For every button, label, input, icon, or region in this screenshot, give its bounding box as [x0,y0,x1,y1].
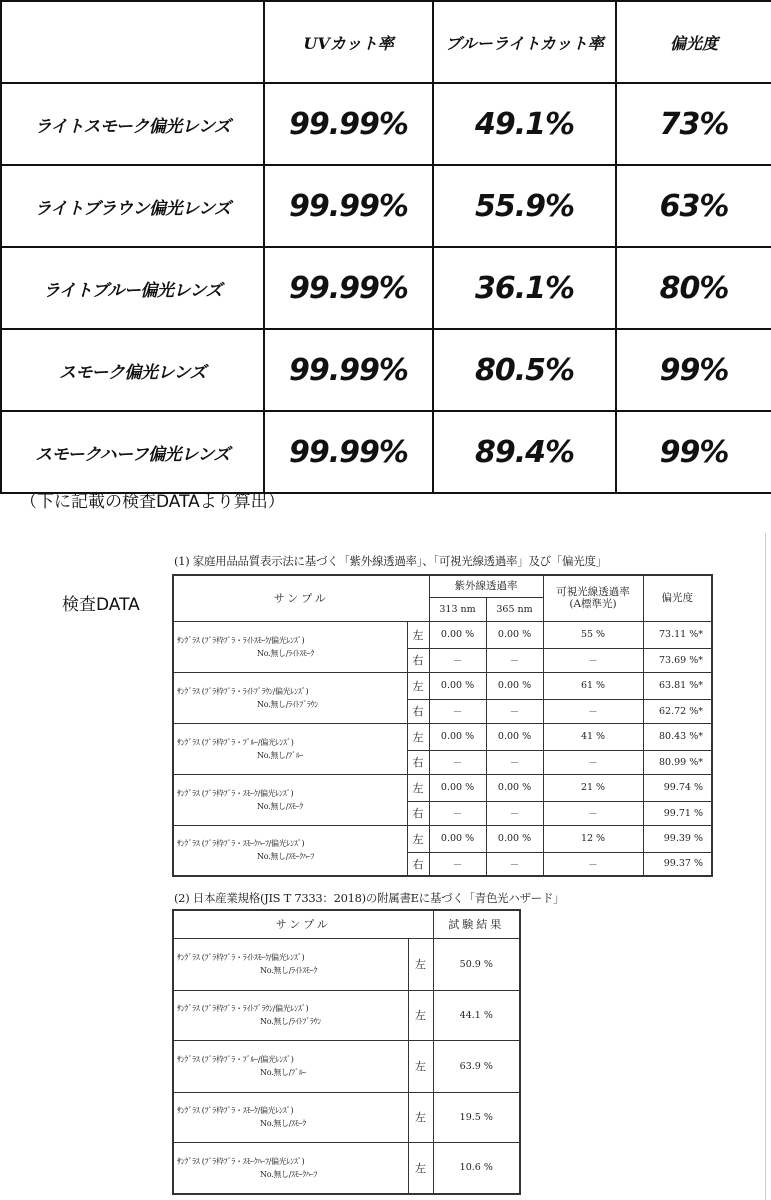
uv365-value: 0.00 % [486,774,543,801]
sample-line1: ｻﾝｸﾞﾗｽ (ﾌﾟﾗ枠ﾌﾟﾗ・ﾗｲﾄｽﾓｰｸ/偏光ﾚﾝｽﾞ) [177,635,305,645]
dash: － [429,801,486,825]
sample-cell [173,825,407,876]
blue-cut-value: 55.9% [433,165,616,247]
table-row [173,1040,520,1092]
uv313-value: 0.00 % [429,621,486,648]
visible-value: 55 % [543,621,643,648]
dash: － [486,750,543,774]
dash: － [429,750,486,774]
inspection-data-label: 検査DATA [62,595,140,615]
side-left: 左 [407,621,429,648]
dash: － [486,699,543,723]
dash: － [429,699,486,723]
sample-cell [173,990,408,1040]
sample-line1: ｻﾝｸﾞﾗｽ (ﾌﾟﾗ枠ﾌﾟﾗ・ﾗｲﾄﾌﾞﾗｳﾝ/偏光ﾚﾝｽﾞ) [177,1004,309,1013]
polarization-left-value: 99.39 % [643,825,712,852]
uv365-value: 0.00 % [486,723,543,750]
uv365-value: 0.00 % [486,672,543,699]
table1-header-365: 365 nm [486,597,543,621]
blue-cut-value: 49.1% [433,83,616,165]
table-row [173,938,520,990]
polarization-right-value: 73.69 %* [643,648,712,672]
table-row [173,774,712,801]
summary-row [1,329,771,411]
polarization-right-value: 99.37 % [643,852,712,876]
table2-header-sample: サンプル [173,910,433,938]
polarization-value: 99% [616,411,771,493]
sample-line1: ｻﾝｸﾞﾗｽ (ﾌﾟﾗ枠ﾌﾟﾗ・ｽﾓｰｸ/偏光ﾚﾝｽﾞ) [177,788,294,798]
table-row [173,672,712,699]
calculation-note: （下に記載の検査DATAより算出） [20,492,285,512]
visible-value: 21 % [543,774,643,801]
side-left: 左 [408,1092,433,1142]
dash: － [486,852,543,876]
polarization-left-value: 99.74 % [643,774,712,801]
sample-line2: No.無し/ｽﾓｰｸﾊｰﾌ [260,1169,318,1179]
table2-caption: (2) 日本産業規格(JIS T 7333：2018)の附属書Eに基づく「青色光ハザード」 [174,891,565,905]
visible-value: 12 % [543,825,643,852]
table2-header-result: 試験結果 [433,910,520,938]
inspection-table-2 [172,909,521,1195]
inspection-table-1 [172,574,713,877]
table-row [173,723,712,750]
side-right: 右 [407,852,429,876]
summary-row [1,83,771,165]
polarization-value: 63% [616,165,771,247]
blue-hazard-value: 19.5 % [433,1092,520,1142]
lens-name: ライトブルー偏光レンズ [1,247,264,329]
polarization-right-value: 80.99 %* [643,750,712,774]
sample-line2: No.無し/ｽﾓｰｸ [257,801,303,811]
uv313-value: 0.00 % [429,672,486,699]
table2-header-row [173,910,520,938]
dash: － [486,801,543,825]
uv-cut-value: 99.99% [264,247,433,329]
sample-cell [173,1092,408,1142]
blue-cut-value: 36.1% [433,247,616,329]
blue-hazard-value: 63.9 % [433,1040,520,1092]
side-left: 左 [408,938,433,990]
sample-line2: No.無し/ﾌﾞﾙｰ [260,1068,307,1077]
sample-line1: ｻﾝｸﾞﾗｽ (ﾌﾟﾗ枠ﾌﾟﾗ・ｽﾓｰｸﾊｰﾌ/偏光ﾚﾝｽﾞ) [177,1156,305,1166]
summary-header-row [1,1,771,83]
side-left: 左 [408,1040,433,1092]
side-left: 左 [408,1142,433,1194]
table1-header-sample: サンプル [173,575,429,621]
uv365-value: 0.00 % [486,621,543,648]
polarization-value: 80% [616,247,771,329]
table-row [173,1142,520,1194]
sample-line1: ｻﾝｸﾞﾗｽ (ﾌﾟﾗ枠ﾌﾟﾗ・ﾌﾞﾙｰ/偏光ﾚﾝｽﾞ) [177,1055,294,1064]
visible-value: 61 % [543,672,643,699]
uv-cut-value: 99.99% [264,329,433,411]
uv313-value: 0.00 % [429,774,486,801]
dash: － [543,801,643,825]
dash: － [543,750,643,774]
polarization-right-value: 62.72 %* [643,699,712,723]
uv313-value: 0.00 % [429,723,486,750]
side-right: 右 [407,750,429,774]
blue-cut-value: 89.4% [433,411,616,493]
dash: － [543,648,643,672]
sample-cell [173,1040,408,1092]
polarization-right-value: 99.71 % [643,801,712,825]
side-right: 右 [407,648,429,672]
table1-header-uv: 紫外線透過率 [429,575,543,597]
sample-cell [173,621,407,672]
uv-cut-value: 99.99% [264,411,433,493]
sample-line2: No.無し/ｽﾓｰｸﾊｰﾌ [257,852,315,862]
dash: － [429,852,486,876]
polarization-left-value: 73.11 %* [643,621,712,648]
sample-cell [173,723,407,774]
uv-cut-value: 99.99% [264,165,433,247]
table1-header-row [173,575,712,597]
sample-line1: ｻﾝｸﾞﾗｽ (ﾌﾟﾗ枠ﾌﾟﾗ・ﾌﾞﾙｰ/偏光ﾚﾝｽﾞ) [177,737,294,747]
summary-header-blue: ブルーライトカット率 [433,1,616,83]
sample-line2: No.無し/ﾗｲﾄﾌﾞﾗｳﾝ [260,1017,322,1026]
side-left: 左 [407,825,429,852]
sample-line1: ｻﾝｸﾞﾗｽ (ﾌﾟﾗ枠ﾌﾟﾗ・ﾗｲﾄﾌﾞﾗｳﾝ/偏光ﾚﾝｽﾞ) [177,686,309,696]
dash: － [543,699,643,723]
blue-hazard-value: 44.1 % [433,990,520,1040]
side-left: 左 [408,990,433,1040]
table1-header-visible-line1: 可視光線透過率 [556,586,630,599]
summary-header-polarization: 偏光度 [616,1,771,83]
sample-line2: No.無し/ﾗｲﾄｽﾓｰｸ [260,966,318,975]
lens-name: ライトブラウン偏光レンズ [1,165,264,247]
table-row [173,990,520,1040]
sample-line2: No.無し/ｽﾓｰｸ [260,1119,306,1128]
side-left: 左 [407,723,429,750]
summary-table [0,0,771,494]
summary-row [1,165,771,247]
summary-row [1,411,771,493]
sample-line1: ｻﾝｸﾞﾗｽ (ﾌﾟﾗ枠ﾌﾟﾗ・ｽﾓｰｸﾊｰﾌ/偏光ﾚﾝｽﾞ) [177,839,305,849]
blue-hazard-value: 50.9 % [433,938,520,990]
table1-header-visible [543,575,643,621]
polarization-left-value: 63.81 %* [643,672,712,699]
polarization-left-value: 80.43 %* [643,723,712,750]
table-row [173,825,712,852]
side-left: 左 [407,672,429,699]
uv313-value: 0.00 % [429,825,486,852]
scan-edge-line [765,533,766,1200]
side-right: 右 [407,699,429,723]
side-right: 右 [407,801,429,825]
table-row [173,621,712,648]
sample-cell [173,1142,408,1194]
polarization-value: 99% [616,329,771,411]
table1-header-polarization: 偏光度 [643,575,712,621]
table-row [173,1092,520,1142]
sample-line1: ｻﾝｸﾞﾗｽ (ﾌﾟﾗ枠ﾌﾟﾗ・ﾗｲﾄｽﾓｰｸ/偏光ﾚﾝｽﾞ) [177,953,305,962]
side-left: 左 [407,774,429,801]
sample-cell [173,774,407,825]
dash: － [486,648,543,672]
lens-name: スモーク偏光レンズ [1,329,264,411]
uv-cut-value: 99.99% [264,83,433,165]
table1-caption: (1) 家庭用品品質表示法に基づく「紫外線透過率」、「可視光線透過率」及び「偏光度」 [174,554,607,568]
blue-cut-value: 80.5% [433,329,616,411]
sample-line1: ｻﾝｸﾞﾗｽ (ﾌﾟﾗ枠ﾌﾟﾗ・ｽﾓｰｸ/偏光ﾚﾝｽﾞ) [177,1106,294,1115]
summary-header-uv: UVカット率 [264,1,433,83]
table1-header-313: 313 nm [429,597,486,621]
blue-hazard-value: 10.6 % [433,1142,520,1194]
sample-cell [173,672,407,723]
sample-line2: No.無し/ﾗｲﾄｽﾓｰｸ [257,648,315,658]
sample-line2: No.無し/ﾌﾞﾙｰ [257,750,304,760]
polarization-value: 73% [616,83,771,165]
dash: － [543,852,643,876]
visible-value: 41 % [543,723,643,750]
lens-name: ライトスモーク偏光レンズ [1,83,264,165]
dash: － [429,648,486,672]
summary-header-blank [1,1,264,83]
table1-header-visible-line2: (A標準光) [569,598,617,611]
sample-line2: No.無し/ﾗｲﾄﾌﾞﾗｳﾝ [257,699,319,709]
uv365-value: 0.00 % [486,825,543,852]
lens-name: スモークハーフ偏光レンズ [1,411,264,493]
summary-row [1,247,771,329]
sample-cell [173,938,408,990]
